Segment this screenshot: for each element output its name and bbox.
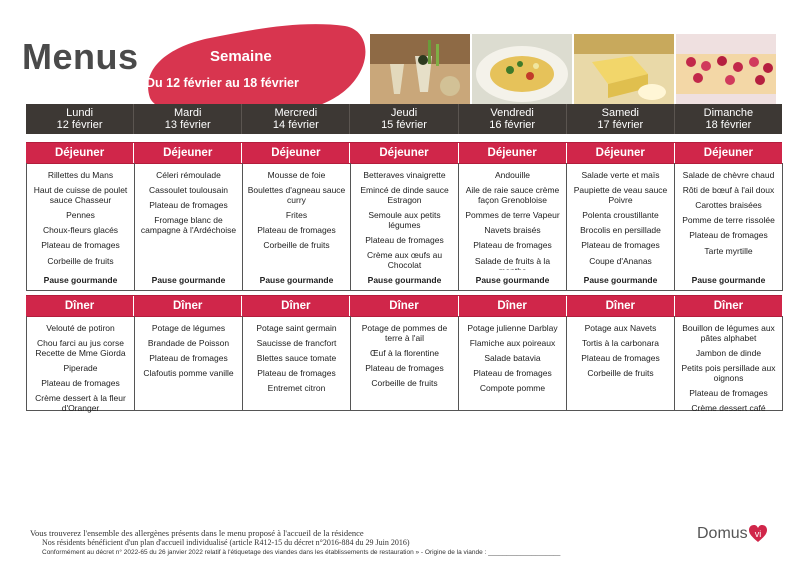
menu-item: Brandade de Poisson bbox=[147, 337, 230, 348]
menu-item: Paupiette de veau sauce Poivre bbox=[573, 184, 668, 205]
menu-item: Céleri rémoulade bbox=[156, 169, 221, 180]
day-date: 15 février bbox=[381, 119, 427, 131]
menu-item: Crème aux œufs au Chocolat bbox=[366, 250, 443, 271]
menu-item: Petits pois persillade aux oignons bbox=[681, 362, 776, 383]
menu-item: Salade batavia bbox=[484, 352, 541, 363]
menu-item: Corbeille de fruits bbox=[263, 240, 330, 251]
dinner-grid bbox=[26, 316, 783, 414]
dinner-label: Dîner bbox=[567, 296, 675, 316]
menu-item: Potage aux Navets bbox=[584, 322, 657, 333]
menu-item: Plateau de fromages bbox=[257, 368, 336, 379]
lunch-label: Déjeuner bbox=[26, 143, 134, 163]
day-date: 14 février bbox=[272, 119, 319, 131]
menu-item: Potage saint germain bbox=[256, 322, 337, 333]
page-title: Menus bbox=[22, 36, 139, 77]
day-date: 13 février bbox=[164, 119, 211, 131]
logo-text: Domus bbox=[697, 525, 748, 542]
menu-item: Aile de raie sauce crème façon Grenobloise bbox=[465, 184, 560, 205]
photo-pasta-dish bbox=[472, 34, 572, 106]
day-name: Vendredi bbox=[490, 107, 534, 119]
snack-cell: Pause gourmande bbox=[351, 270, 459, 290]
menu-item: Crème dessert à la fleur d'Oranger bbox=[35, 393, 126, 414]
menu-item: Pennes bbox=[66, 209, 95, 220]
lunch-column bbox=[351, 163, 459, 270]
menu-item: Saucisse de francfort bbox=[256, 337, 337, 348]
menu-item: Betteraves vinaigrette bbox=[363, 169, 446, 180]
menu-item: Compote pomme bbox=[479, 383, 546, 394]
svg-text:vi: vi bbox=[754, 529, 761, 539]
menu-item: Potage julienne Darblay bbox=[467, 322, 558, 333]
menu-item: Emincé de dinde sauce Estragon bbox=[360, 184, 449, 205]
menu-item: Andouille bbox=[495, 169, 530, 180]
red-blob-shape bbox=[140, 18, 370, 118]
menu-item: Tortis à la carbonara bbox=[581, 337, 659, 348]
menu-item: Plateau de fromages bbox=[689, 230, 768, 241]
photo-cocktail-glasses bbox=[370, 34, 470, 106]
day-header-cell bbox=[459, 104, 567, 134]
menu-item: Potage de légumes bbox=[151, 322, 226, 333]
menu-item: Carottes braisées bbox=[695, 199, 762, 210]
domusvi-logo bbox=[697, 524, 768, 544]
dinner-column bbox=[567, 316, 675, 410]
lunch-label: Déjeuner bbox=[703, 147, 754, 159]
menu-item: Œuf à la florentine bbox=[370, 347, 439, 358]
menu-item: Fromage blanc de campagne à l'Ardéchoise bbox=[140, 215, 237, 236]
menu-item: Pomme de terre rissolée bbox=[682, 215, 775, 226]
snack-cell: Pause gourmande bbox=[135, 270, 243, 290]
dinner-label: Dîner bbox=[134, 296, 242, 316]
lunch-column bbox=[135, 163, 243, 270]
menu-item: Tarte myrtille bbox=[704, 245, 753, 256]
menu-item: Boulettes d'agneau sauce curry bbox=[247, 184, 346, 205]
menu-item: Plateau de fromages bbox=[473, 368, 552, 379]
menu-item: Jambon de dinde bbox=[695, 347, 762, 358]
allergens-note: Vous trouverez l'ensemble des allergènes présents dans le menu proposé à l'accueil de la résidence bbox=[30, 528, 364, 538]
menu-item: Salade verte et maïs bbox=[581, 169, 660, 180]
menu-item: Entremet citron bbox=[267, 383, 326, 394]
dinner-column bbox=[675, 316, 783, 414]
menu-item: Piperade bbox=[63, 362, 98, 373]
menu-item: Clafoutis pomme vanille bbox=[143, 368, 234, 379]
menu-item: Blettes sauce tomate bbox=[256, 352, 337, 363]
day-name: Mercredi bbox=[274, 107, 318, 119]
menu-item: Semoule aux petits légumes bbox=[368, 209, 441, 230]
menu-item: Corbeille de fruits bbox=[587, 368, 654, 379]
day-header-cell bbox=[242, 104, 350, 134]
menu-item: Brocolis en persillade bbox=[580, 225, 661, 236]
day-date: 16 février bbox=[489, 119, 536, 131]
menu-item: Haut de cuisse de poulet sauce Chasseur bbox=[33, 184, 128, 205]
menu-item: Plateau de fromages bbox=[365, 362, 444, 373]
snack-cell: Pause gourmande bbox=[27, 270, 135, 290]
lunch-column bbox=[27, 163, 135, 270]
lunch-label: Déjeuner bbox=[350, 143, 458, 163]
day-name: Mardi bbox=[173, 107, 202, 119]
menu-item: Cassoulet toulousain bbox=[149, 184, 228, 195]
menu-item: Plateau de fromages bbox=[581, 240, 660, 251]
day-name: Lundi bbox=[66, 107, 94, 119]
day-date: 18 février bbox=[705, 119, 752, 131]
dinner-column bbox=[135, 316, 243, 410]
day-name: Samedi bbox=[601, 107, 639, 119]
menu-item: Plateau de fromages bbox=[149, 199, 228, 210]
snack-cell: Pause gourmande bbox=[459, 270, 567, 290]
menu-item: Potage de pommes de terre à l'ail bbox=[361, 322, 448, 343]
menu-item: Corbeille de fruits bbox=[371, 378, 438, 389]
dinner-label: Dîner bbox=[350, 296, 458, 316]
menu-item: Plateau de fromages bbox=[365, 235, 444, 246]
dinner-header-band bbox=[26, 295, 782, 317]
lunch-label: Déjeuner bbox=[459, 143, 567, 163]
footer bbox=[30, 528, 560, 557]
lunch-label: Déjeuner bbox=[134, 143, 242, 163]
menu-item: Crème dessert café bbox=[691, 403, 766, 414]
menu-item: Salade de fruits à la bbox=[474, 255, 551, 266]
lunch-column bbox=[459, 163, 567, 270]
dinner-label: Dîner bbox=[459, 296, 567, 316]
days-header bbox=[26, 104, 782, 134]
dinner-column bbox=[351, 316, 459, 410]
snack-cell: Pause gourmande bbox=[243, 270, 351, 290]
menu-item: Mousse de foie bbox=[267, 169, 326, 180]
logo-heart-icon bbox=[748, 524, 768, 544]
care-plan-note: Nos résidents bénéficient d'un plan d'accueil individualisé (article R412-15 du décret n°2016-884 du 29 Juin 2016) bbox=[42, 538, 410, 547]
menu-item: Plateau de fromages bbox=[581, 352, 660, 363]
lunch-column bbox=[567, 163, 675, 270]
menu-item: Polenta croustillante bbox=[582, 209, 659, 220]
photo-berry-tart bbox=[676, 34, 776, 106]
menu-item: Chou farci au jus corse Recette de Mme Giorda bbox=[35, 337, 126, 358]
menu-item: Rôti de bœuf à l'ail doux bbox=[682, 184, 775, 195]
lunch-grid bbox=[26, 163, 783, 271]
day-name: Jeudi bbox=[390, 107, 418, 119]
dinner-label: Dîner bbox=[26, 296, 134, 316]
menu-item: Coupe d'Ananas bbox=[589, 255, 652, 266]
menu-item: Plateau de fromages bbox=[41, 240, 120, 251]
day-header-cell bbox=[567, 104, 675, 134]
dinner-column bbox=[243, 316, 351, 410]
week-label: Semaine bbox=[210, 48, 272, 65]
menu-item: Pommes de terre Vapeur bbox=[465, 209, 560, 220]
menu-item: Salade de chèvre chaud bbox=[682, 169, 775, 180]
menu-item: Plateau de fromages bbox=[149, 352, 228, 363]
menu-item: Plateau de fromages bbox=[473, 240, 552, 251]
day-name: Dimanche bbox=[703, 107, 754, 119]
photo-cheese bbox=[574, 34, 674, 106]
snack-cell: Pause gourmande bbox=[675, 270, 783, 290]
snack-cell: Pause gourmande bbox=[567, 270, 675, 290]
menu-item: Rillettes du Mans bbox=[47, 169, 114, 180]
day-date: 17 février bbox=[597, 119, 644, 131]
day-header-cell bbox=[134, 104, 242, 134]
menu-item: Flamiche aux poireaux bbox=[469, 337, 556, 348]
day-header-cell bbox=[350, 104, 458, 134]
day-date: 12 février bbox=[56, 119, 103, 131]
menu-item: Plateau de fromages bbox=[257, 225, 336, 236]
meat-origin-note: Conformément au décret n° 2022-65 du 26 janvier 2022 relatif à l'étiquetage des viandes dans les établissements de restauration » - Origine de la viande : ____________________ bbox=[42, 549, 561, 556]
day-header-cell bbox=[26, 104, 134, 134]
lunch-label: Déjeuner bbox=[242, 143, 350, 163]
dinner-label: Dîner bbox=[713, 300, 744, 312]
dinner-column bbox=[459, 316, 567, 410]
snack-row bbox=[26, 270, 783, 291]
food-photos bbox=[370, 34, 776, 106]
menu-item: Velouté de potiron bbox=[46, 322, 115, 333]
menu-item: Choux-fleurs glacés bbox=[42, 225, 119, 236]
menu-item: Navets braisés bbox=[484, 225, 541, 236]
dinner-label: Dîner bbox=[242, 296, 350, 316]
menu-item: Plateau de fromages bbox=[689, 388, 768, 399]
date-range: Du 12 février au 18 février bbox=[146, 76, 299, 90]
lunch-header-band bbox=[26, 142, 782, 164]
menu-item: Corbeille de fruits bbox=[47, 255, 114, 266]
menu-item: Frites bbox=[285, 209, 308, 220]
menu-item: Plateau de fromages bbox=[41, 378, 120, 389]
day-header-cell bbox=[675, 104, 782, 134]
lunch-column bbox=[243, 163, 351, 270]
lunch-column bbox=[675, 163, 783, 270]
menu-item: Bouillon de légumes aux pâtes alphabet bbox=[682, 322, 775, 343]
dinner-column bbox=[27, 316, 135, 414]
lunch-label: Déjeuner bbox=[567, 143, 675, 163]
